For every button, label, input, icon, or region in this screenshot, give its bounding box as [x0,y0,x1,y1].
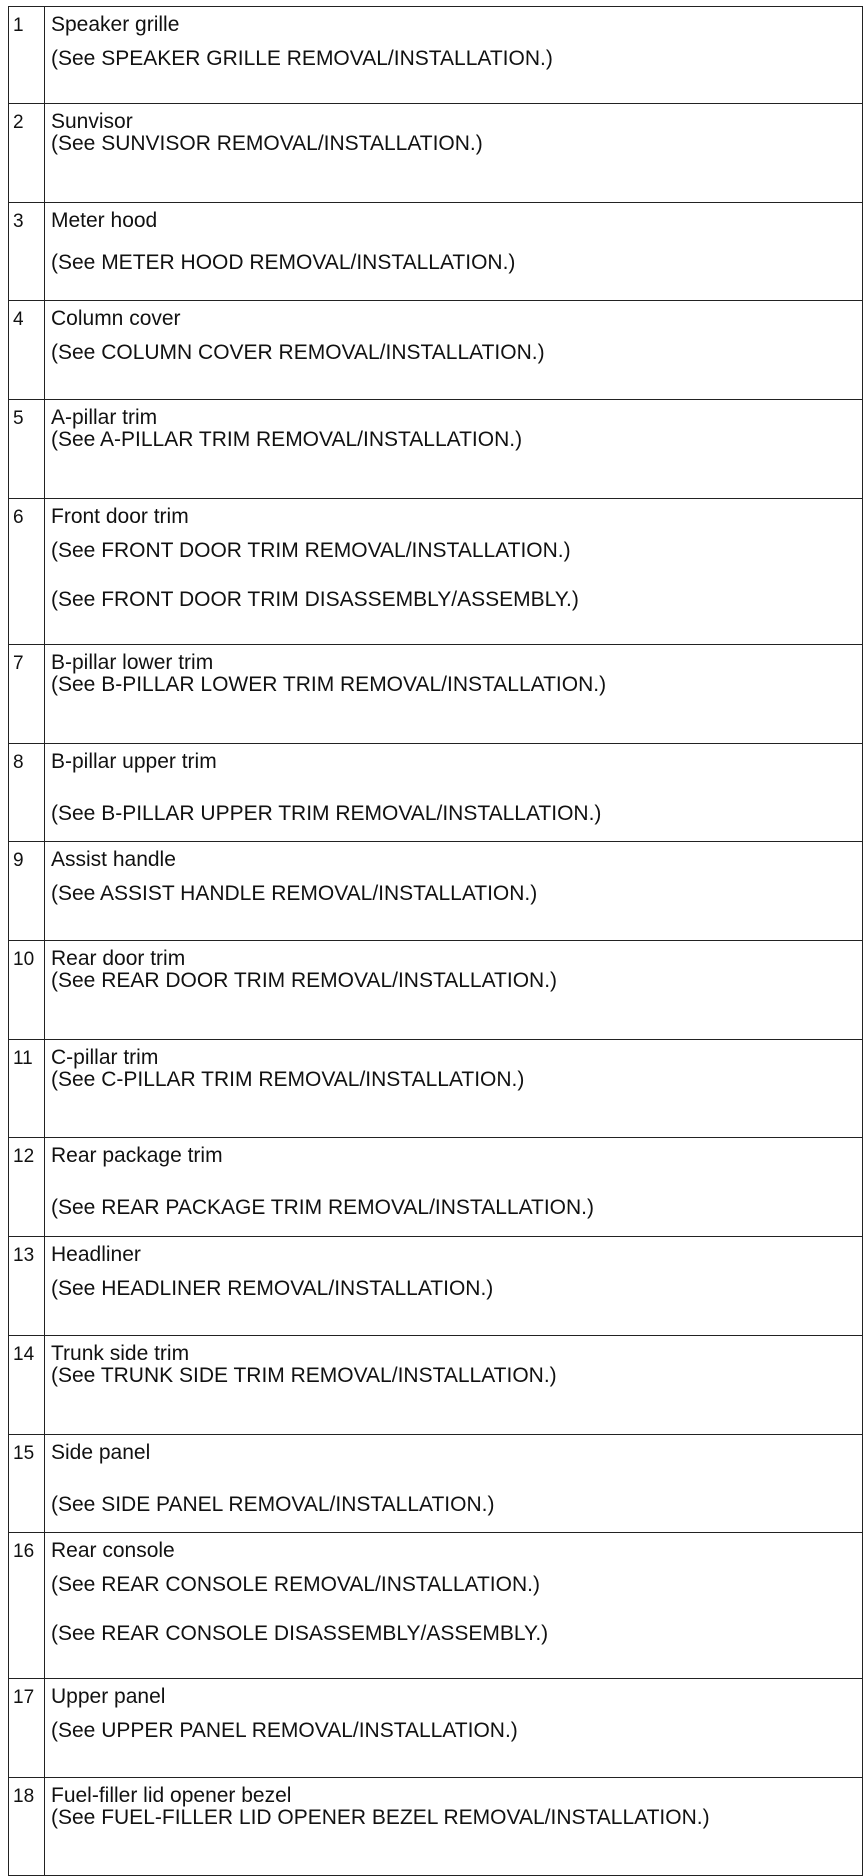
procedure-reference: (See FRONT DOOR TRIM DISASSEMBLY/ASSEMBLY.) [51,588,579,611]
table-row [9,203,863,301]
procedure-reference: (See FRONT DOOR TRIM REMOVAL/INSTALLATION.) [51,539,571,562]
table-row [9,1533,863,1679]
procedure-reference: (See A-PILLAR TRIM REMOVAL/INSTALLATION.) [51,428,523,451]
item-title: Rear console [51,1539,175,1562]
procedure-reference: (See UPPER PANEL REMOVAL/INSTALLATION.) [51,1719,518,1742]
procedure-reference: (See SIDE PANEL REMOVAL/INSTALLATION.) [51,1493,495,1516]
procedure-reference: (See METER HOOD REMOVAL/INSTALLATION.) [51,251,516,274]
item-title: Rear door trim [51,947,186,970]
table-row [9,1237,863,1336]
item-details [45,842,863,941]
item-details [45,499,863,645]
item-title: Meter hood [51,209,158,232]
item-number: 14 [9,1336,45,1435]
item-title: Rear package trim [51,1144,223,1167]
item-number: 16 [9,1533,45,1679]
item-title: Fuel-filler lid opener bezel [51,1784,292,1807]
item-title: A-pillar trim [51,406,158,429]
item-details [45,645,863,744]
item-title: Headliner [51,1243,141,1266]
procedure-reference: (See FUEL-FILLER LID OPENER BEZEL REMOVAL/INSTALLATION.) [51,1806,710,1829]
table-row [9,842,863,941]
item-number: 2 [9,104,45,203]
procedure-reference: (See C-PILLAR TRIM REMOVAL/INSTALLATION.) [51,1068,525,1091]
procedure-table-body [9,7,863,1876]
table-row [9,1778,863,1876]
item-number: 10 [9,941,45,1040]
item-title: Trunk side trim [51,1342,190,1365]
item-details [45,7,863,104]
table-row [9,744,863,842]
item-details [45,301,863,400]
item-number: 15 [9,1435,45,1533]
item-details [45,744,863,842]
item-details [45,1138,863,1237]
item-number: 5 [9,400,45,499]
item-details [45,1336,863,1435]
procedure-reference: (See REAR PACKAGE TRIM REMOVAL/INSTALLATION.) [51,1196,595,1219]
table-row [9,1336,863,1435]
table-row [9,1435,863,1533]
table-row [9,941,863,1040]
item-title: Upper panel [51,1685,166,1708]
item-title: Front door trim [51,505,189,528]
item-number: 18 [9,1778,45,1876]
item-details [45,1679,863,1778]
procedure-reference: (See SPEAKER GRILLE REMOVAL/INSTALLATION.) [51,47,553,70]
procedure-reference: (See COLUMN COVER REMOVAL/INSTALLATION.) [51,341,545,364]
procedure-reference: (See REAR DOOR TRIM REMOVAL/INSTALLATION.) [51,969,558,992]
procedure-reference: (See HEADLINER REMOVAL/INSTALLATION.) [51,1277,494,1300]
item-details [45,1435,863,1533]
item-title: Column cover [51,307,181,330]
procedure-reference: (See B-PILLAR UPPER TRIM REMOVAL/INSTALLATION.) [51,802,602,825]
item-title: C-pillar trim [51,1046,159,1069]
item-title: B-pillar lower trim [51,651,214,674]
item-details [45,203,863,301]
item-title: Side panel [51,1441,151,1464]
table-row [9,301,863,400]
item-number: 1 [9,7,45,104]
table-row [9,400,863,499]
table-row [9,7,863,104]
item-number: 8 [9,744,45,842]
table-row [9,499,863,645]
item-number: 6 [9,499,45,645]
item-title: Assist handle [51,848,176,871]
procedure-reference: (See REAR CONSOLE DISASSEMBLY/ASSEMBLY.) [51,1622,549,1645]
procedure-reference: (See SUNVISOR REMOVAL/INSTALLATION.) [51,132,483,155]
item-details [45,941,863,1040]
table-row [9,1679,863,1778]
item-title: Speaker grille [51,13,180,36]
procedure-reference: (See REAR CONSOLE REMOVAL/INSTALLATION.) [51,1573,540,1596]
procedure-table [8,6,863,1876]
procedure-reference: (See B-PILLAR LOWER TRIM REMOVAL/INSTALLATION.) [51,673,607,696]
procedure-reference: (See TRUNK SIDE TRIM REMOVAL/INSTALLATION.) [51,1364,557,1387]
item-number: 4 [9,301,45,400]
item-details [45,1533,863,1679]
item-title: B-pillar upper trim [51,750,217,773]
item-details [45,104,863,203]
item-number: 9 [9,842,45,941]
item-details [45,1040,863,1138]
item-number: 7 [9,645,45,744]
item-number: 13 [9,1237,45,1336]
item-number: 12 [9,1138,45,1237]
item-details [45,1237,863,1336]
item-number: 17 [9,1679,45,1778]
item-number: 3 [9,203,45,301]
table-row [9,104,863,203]
table-row [9,1040,863,1138]
item-title: Sunvisor [51,110,133,133]
table-row [9,1138,863,1237]
item-details [45,400,863,499]
procedure-reference: (See ASSIST HANDLE REMOVAL/INSTALLATION.) [51,882,538,905]
item-details [45,1778,863,1876]
table-row [9,645,863,744]
item-number: 11 [9,1040,45,1138]
